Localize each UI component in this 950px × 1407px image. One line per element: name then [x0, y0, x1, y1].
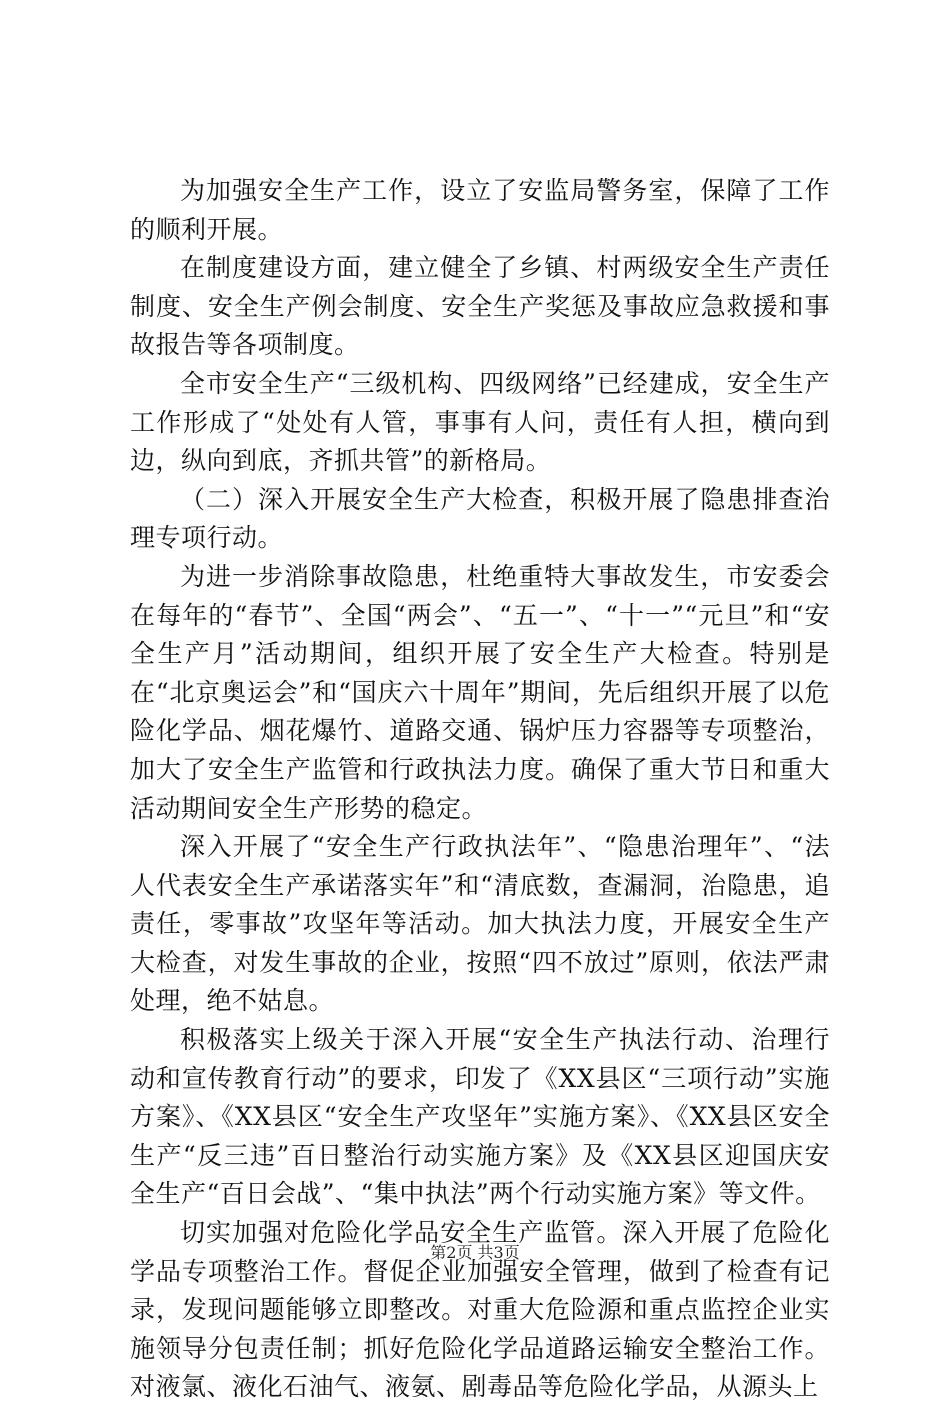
paragraph-enforcement-year: 深入开展了“安全生产行政执法年”、“隐患治理年”、“法人代表安全生产承诺落实年”和“清底数，查漏洞，治隐患，追责任，零事故”攻坚年等活动。加大执法力度，开展安全生产大检查，对发生事故的企业，按照“四不放过”原则，依法严肃处理，绝不姑息。 — [130, 832, 830, 1016]
paragraph-police-office: 为加强安全生产工作，设立了安监局警务室，保障了工作的顺利开展。 — [130, 176, 830, 244]
paragraph-safety-network: 全市安全生产“三级机构、四级网络”已经建成，安全生产工作形成了“处处有人管，事事有人问，责任有人担，横向到边，纵向到底，齐抓共管”的新格局。 — [130, 368, 830, 476]
paragraph-three-actions: 积极落实上级关于深入开展“安全生产执法行动、治理行动和宣传教育行动”的要求，印发了《XX县区“三项行动”实施方案》、《XX县区“安全生产攻坚年”实施方案》、《XX县区安全生产“反三违”百日整治行动实施方案》及《XX县区迎国庆安全生产“百日会战”、“集中执法”两个行动实施方案》等文件。 — [130, 1025, 830, 1209]
paragraph-major-inspection: 为进一步消除事故隐患，杜绝重特大事故发生，市安委会在每年的“春节”、全国“两会”、“五一”、“十一”“元旦”和“安全生产月”活动期间，组织开展了安全生产大检查。特别是在“北京奥运会”和“国庆六十周年”期间，先后组织开展了以危险化学品、烟花爆竹、道路交通、锅炉压力容器等专项整治，加大了安全生产监管和行政执法力度。确保了重大节日和重大活动期间安全生产形势的稳定。 — [130, 561, 830, 823]
page-number-footer: 第2页 共3页 — [430, 1243, 520, 1262]
document-body — [130, 172, 830, 1407]
section-heading-inspection: （二）深入开展安全生产大检查，积极开展了隐患排查治理专项行动。 — [130, 484, 830, 553]
paragraph-hazardous-chemicals: 切实加强对危险化学品安全生产监管。深入开展了危险化学品专项整治工作。督促企业加强安全管理，做到了检查有记录，发现问题能够立即整改。对重大危险源和重点监控企业实施领导分包责任制；抓好危险化学品道路运输安全整治工作。对液氯、液化石油气、液氨、剧毒品等危险化学品，从源头上 — [130, 1218, 830, 1402]
paragraph-institution-building: 在制度建设方面，建立健全了乡镇、村两级安全生产责任制度、安全生产例会制度、安全生产奖惩及事故应急救援和事故报告等各项制度。 — [130, 253, 830, 360]
